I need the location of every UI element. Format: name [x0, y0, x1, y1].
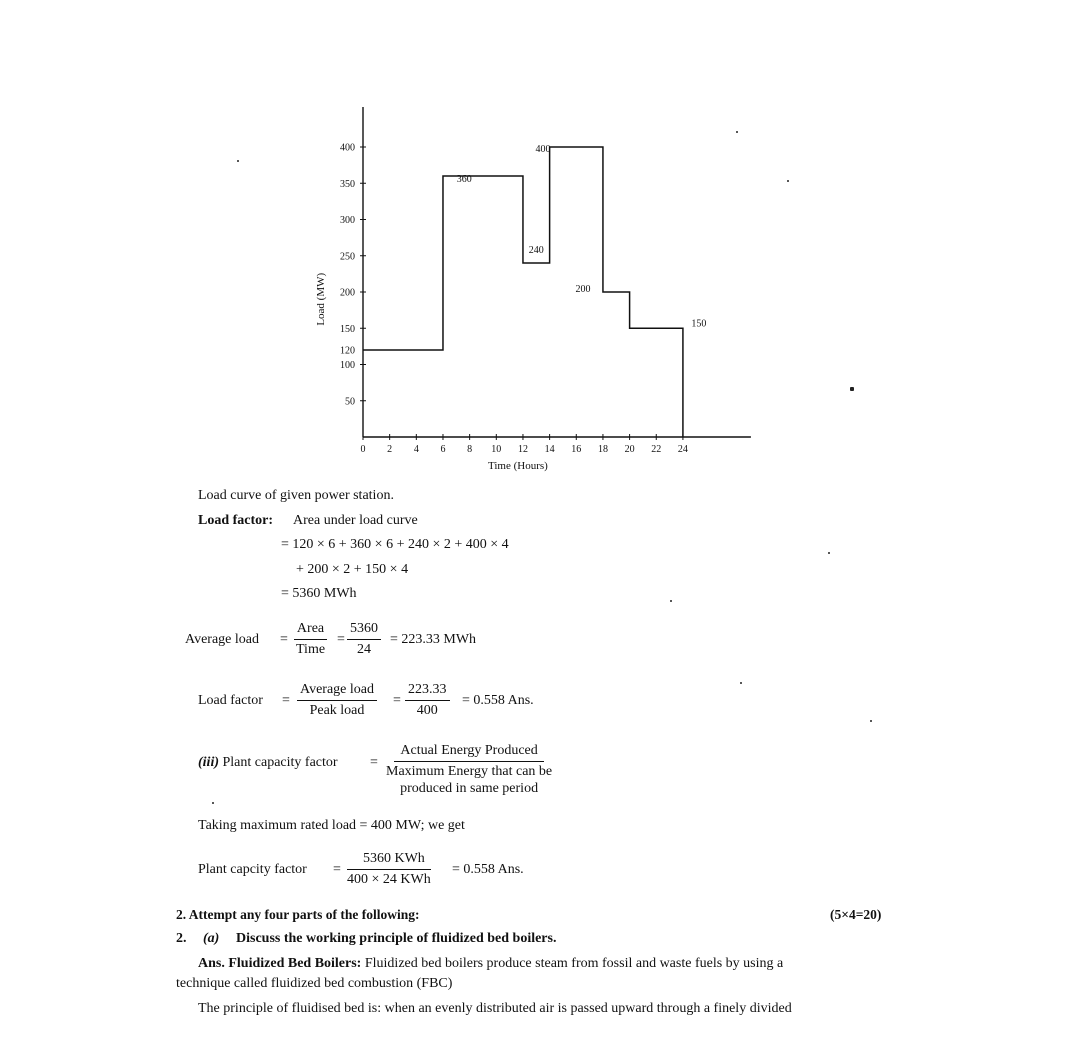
x-tick-label: 10: [491, 444, 502, 455]
y-tick-label: 100: [340, 360, 355, 371]
load-steps: [363, 147, 683, 437]
y-axis-label: Load (MW): [315, 272, 327, 326]
y-tick-label: 350: [340, 178, 355, 190]
pcf2-result: = 0.558 Ans.: [452, 862, 524, 877]
lf-label: Load factor: [198, 693, 263, 708]
pcf-den-line-2: produced in same period: [400, 781, 539, 796]
fraction-denominator: 400: [416, 703, 438, 718]
x-axis-label: Time (Hours): [488, 460, 548, 472]
fraction-denominator: 400 × 24 KWh: [347, 872, 431, 887]
fraction-numerator: 5360: [347, 620, 381, 640]
chart-axes: [363, 107, 751, 437]
scan-speck: [736, 131, 738, 133]
equation-line-1: = 120 × 6 + 360 × 6 + 240 × 2 + 400 × 4: [281, 537, 509, 552]
segment-labels: [457, 144, 707, 329]
average-load-equals: =: [280, 632, 288, 647]
answer-line-3: The principle of fluidised bed is: when an evenly distributed air is passed upward through a finely divided: [198, 1001, 792, 1016]
average-load-fraction-2: [347, 620, 381, 659]
average-load-equals-2: =: [337, 632, 345, 647]
segment-value-label: 200: [575, 284, 591, 295]
fraction-numerator: Actual Energy Produced: [394, 742, 543, 762]
scan-speck: [670, 600, 672, 602]
fraction-numerator: Average load: [297, 681, 377, 701]
question-number: 2.: [176, 931, 187, 946]
x-tick-label: 18: [597, 444, 608, 455]
pcf2-equals: =: [333, 862, 341, 877]
lf-fraction-1: [297, 681, 377, 720]
pcf-label-text: Plant capacity factor: [222, 755, 338, 770]
fraction-numerator: 223.33: [405, 681, 450, 701]
y-tick-label: 200: [340, 287, 355, 299]
x-tick-label: 12: [517, 444, 528, 455]
x-tick-label: 14: [544, 444, 555, 455]
x-tick-label: 0: [360, 444, 366, 455]
x-tick-label: 16: [571, 444, 582, 455]
y-tick-label: 150: [340, 323, 355, 335]
y-tick-label: 50: [345, 396, 355, 408]
question-text: Discuss the working principle of fluidized bed boilers.: [236, 931, 557, 946]
x-tick-label: 2: [387, 444, 393, 455]
lf-equals-2: =: [393, 693, 401, 708]
lf-fraction-2: [405, 681, 450, 720]
y-tick-label: 400: [340, 142, 355, 154]
load-step-line: [363, 147, 683, 437]
segment-value-label: 400: [535, 144, 551, 155]
lf-equals: =: [282, 693, 290, 708]
average-load-fraction-1: [293, 620, 328, 659]
taking-text: Taking maximum rated load = 400 MW; we get: [198, 818, 465, 833]
answer-text-1: Fluidized bed boilers produce steam from fossil and waste fuels by using a: [364, 956, 784, 971]
scan-speck: [870, 720, 872, 722]
x-tick-label: 24: [677, 444, 688, 455]
fraction-numerator: Area: [294, 620, 327, 640]
average-load-label: Average load: [185, 632, 259, 647]
pcf2-label: Plant capcity factor: [198, 862, 307, 877]
answer-line-2: technique called fluidized bed combustion (FBC): [176, 976, 453, 991]
y-ticks: [340, 143, 366, 408]
scan-speck: [237, 160, 239, 162]
area-under-curve-text: Area under load curve: [293, 513, 418, 528]
average-load-result: = 223.33 MWh: [390, 632, 477, 647]
section-marks: (5×4=20): [830, 907, 882, 922]
scan-speck: [740, 682, 742, 684]
x-tick-label: 6: [440, 444, 446, 455]
fraction-denominator: Peak load: [309, 703, 365, 718]
load-curve-chart: [300, 100, 770, 480]
scan-speck: [850, 387, 854, 391]
y-tick-label: 300: [340, 215, 355, 226]
lf-result: = 0.558 Ans.: [462, 693, 534, 708]
x-tick-label: 20: [624, 444, 635, 455]
fraction-denominator: Time: [296, 642, 326, 657]
fraction-denominator: 24: [357, 642, 371, 657]
pcf2-fraction: [344, 850, 434, 889]
answer-line-1: [198, 956, 783, 972]
scan-speck: [212, 802, 214, 804]
segment-value-label: 240: [528, 245, 544, 256]
pcf-fraction: [383, 742, 555, 797]
pcf-equals: =: [370, 755, 378, 770]
fraction-denominator: [383, 762, 555, 797]
pcf-prefix: (iii): [198, 755, 219, 770]
chart-caption: Load curve of given power station.: [198, 488, 394, 503]
answer-label: Ans. Fluidized Bed Boilers:: [198, 956, 362, 971]
scan-speck: [828, 552, 830, 554]
y-tick-label: 120: [340, 345, 355, 357]
x-tick-label: 22: [651, 444, 662, 455]
section-heading: 2. Attempt any four parts of the following:: [176, 907, 420, 922]
question-part: (a): [203, 931, 220, 946]
load-factor-label: Load factor:: [198, 513, 274, 528]
equation-line-3: = 5360 MWh: [281, 586, 357, 601]
x-tick-label: 8: [467, 444, 473, 455]
scan-speck: [787, 180, 789, 182]
pcf-label: [198, 755, 338, 771]
equation-line-2: + 200 × 2 + 150 × 4: [296, 562, 409, 577]
segment-value-label: 360: [456, 174, 472, 185]
y-tick-label: 250: [340, 251, 355, 263]
x-tick-label: 4: [413, 444, 419, 455]
segment-value-label: 150: [691, 318, 707, 330]
pcf-den-line-1: Maximum Energy that can be: [386, 764, 553, 779]
fraction-numerator: 5360 KWh: [347, 850, 431, 870]
